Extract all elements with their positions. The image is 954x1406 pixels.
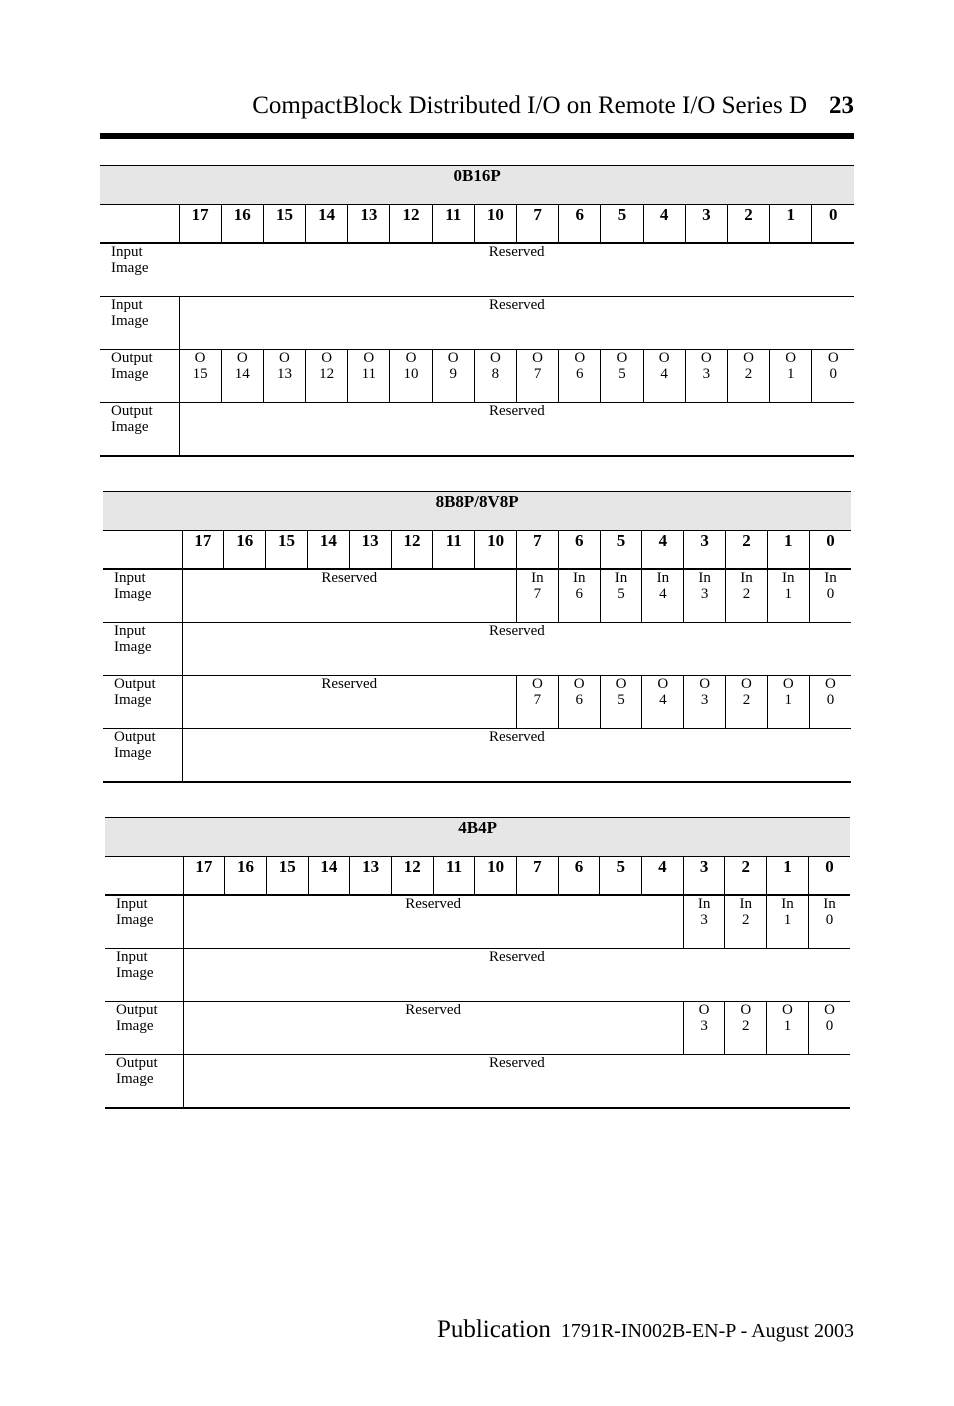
reserved-cell: Reserved — [179, 403, 854, 457]
bit-cell-number: 2 — [744, 366, 753, 382]
bit-cell-type: In — [782, 570, 795, 586]
bit-cell-type: O — [700, 350, 712, 366]
row-label-line: Input — [114, 570, 146, 586]
bit-cell — [684, 569, 726, 623]
bit-cell-number: 14 — [234, 366, 250, 382]
bit-cell — [767, 676, 809, 729]
footer-publication-id: 1791R-IN002B-EN-P - August 2003 — [560, 1320, 854, 1342]
bit-cell-type: O — [447, 350, 459, 366]
row-label — [105, 1055, 183, 1109]
bit-cell — [767, 895, 809, 949]
row-label — [100, 243, 179, 297]
reserved-cell: Reserved — [182, 623, 851, 676]
reserved-cell: Reserved — [182, 569, 517, 623]
bit-cell-number: 7 — [533, 692, 542, 708]
bit-header-cell: 17 — [179, 205, 221, 244]
bit-header-cell: 4 — [642, 531, 684, 570]
bit-cell-number: 2 — [742, 1018, 750, 1034]
row-label — [100, 297, 179, 350]
row-label-line: Output — [116, 1055, 158, 1071]
bit-header-cell: 1 — [767, 531, 809, 570]
bit-header-cell: 10 — [474, 205, 516, 244]
bit-cell-number: 1 — [783, 912, 792, 928]
bit-cell-number: 2 — [742, 912, 750, 928]
table-row — [105, 949, 850, 1002]
bit-cell-type: O — [657, 676, 669, 692]
row-label-line: Input — [111, 244, 143, 260]
row-label — [100, 350, 179, 403]
row-label-line: Input — [114, 623, 146, 639]
row-label-line: Image — [111, 260, 149, 276]
table-row — [103, 676, 851, 729]
bit-cell — [643, 350, 685, 403]
bit-cell-number: 9 — [449, 366, 457, 382]
bit-cell-type: O — [574, 350, 586, 366]
bit-cell — [179, 350, 221, 403]
bit-cell — [808, 895, 850, 949]
bit-header-cell: 3 — [683, 857, 725, 896]
table-row — [105, 895, 850, 949]
bit-cell-type: O — [615, 676, 627, 692]
bit-cell-type: O — [405, 350, 417, 366]
bit-cell-type: O — [532, 350, 544, 366]
row-label — [105, 895, 183, 949]
reserved-cell: Reserved — [182, 729, 851, 783]
bit-cell-type: O — [741, 676, 752, 692]
header-rule — [100, 133, 854, 139]
bit-cell — [432, 350, 474, 403]
bit-cell-type: In — [698, 570, 711, 586]
bit-cell-type: O — [363, 350, 375, 366]
row-label-line: Image — [116, 1018, 154, 1034]
bit-header-cell: 0 — [808, 857, 850, 896]
running-header — [252, 92, 854, 120]
bit-cell-type: In — [740, 570, 753, 586]
bit-cell-type: In — [824, 570, 837, 586]
row-label-line: Output — [114, 676, 156, 692]
bit-cell — [726, 676, 768, 729]
bit-header-cell: 16 — [225, 857, 267, 896]
bit-cell-number: 3 — [700, 586, 709, 602]
bit-cell-number: 2 — [742, 586, 751, 602]
bit-header-cell: 10 — [475, 531, 517, 570]
bit-header-cell: 5 — [600, 857, 642, 896]
bit-header-row — [100, 205, 854, 244]
row-label-line: Image — [116, 1071, 154, 1087]
bit-cell-number: 13 — [276, 366, 292, 382]
bit-header-cell: 16 — [221, 205, 263, 244]
bit-header-cell: 13 — [349, 531, 391, 570]
bit-cell-type: In — [531, 570, 544, 586]
bit-cell-number: 2 — [742, 692, 751, 708]
bit-cell-type: In — [572, 570, 586, 586]
row-label-line: Image — [116, 912, 154, 928]
bit-header-cell: 7 — [517, 531, 559, 570]
bit-header-cell: 13 — [350, 857, 392, 896]
row-label-line: Output — [114, 729, 156, 745]
page-footer — [437, 1316, 854, 1344]
row-label-line: Image — [111, 313, 149, 329]
bit-cell-type: O — [531, 676, 543, 692]
row-label-line: Image — [116, 965, 154, 981]
table-row — [103, 623, 851, 676]
reserved-cell: Reserved — [183, 895, 683, 949]
bit-cell-type: O — [699, 676, 711, 692]
bit-header-cell: 15 — [266, 531, 308, 570]
bit-cell — [809, 676, 851, 729]
bit-cell — [600, 569, 642, 623]
bit-cell-number: 3 — [700, 912, 708, 928]
row-label-line: Output — [111, 403, 153, 419]
table-row — [100, 403, 854, 457]
row-label — [103, 569, 182, 623]
bit-header-cell: 0 — [812, 205, 854, 244]
bit-cell-number: 5 — [618, 366, 626, 382]
table-row — [105, 1002, 850, 1055]
row-label-line: Output — [116, 1002, 158, 1018]
bit-cell-number: 3 — [700, 692, 709, 708]
table-row — [100, 243, 854, 297]
bit-cell-type: O — [782, 676, 794, 692]
bit-header-cell: 1 — [767, 857, 809, 896]
table-row — [103, 569, 851, 623]
bit-header-cell: 12 — [391, 531, 433, 570]
bit-cell-type: O — [573, 676, 585, 692]
table-row — [103, 729, 851, 783]
bit-header-cell: 1 — [770, 205, 812, 244]
footer-publication-label: Publication — [436, 1316, 551, 1343]
bit-header-cell: 17 — [182, 531, 224, 570]
bit-cell-number: 1 — [784, 586, 793, 602]
bit-cell-type: O — [824, 1002, 835, 1018]
bit-cell-number: 11 — [361, 366, 377, 382]
bit-cell-type: In — [739, 896, 753, 912]
bit-cell-number: 7 — [533, 586, 542, 602]
bit-cell-type: O — [236, 350, 248, 366]
bit-cell-number: 4 — [659, 692, 667, 708]
bit-cell-number: 5 — [617, 586, 625, 602]
bit-cell-type: In — [823, 896, 836, 912]
bit-cell-number: 6 — [576, 366, 584, 382]
bit-header-cell: 2 — [727, 205, 769, 244]
bit-cell — [767, 569, 809, 623]
bit-cell-type: O — [489, 350, 501, 366]
bit-cell-number: 15 — [192, 366, 208, 382]
bit-cell-number: 0 — [826, 692, 835, 708]
bit-cell — [767, 1002, 809, 1055]
bit-cell-number: 7 — [533, 366, 542, 382]
bit-cell-number: 0 — [829, 366, 838, 382]
bit-header-cell: 0 — [809, 531, 851, 570]
bit-header-cell: 14 — [308, 857, 350, 896]
table-title: 4B4P — [105, 818, 850, 857]
bit-cell — [600, 676, 642, 729]
bit-cell-type: O — [743, 350, 754, 366]
bit-header-blank — [100, 205, 179, 244]
bit-cell — [474, 350, 516, 403]
bit-cell — [517, 350, 559, 403]
row-label — [103, 729, 182, 783]
bit-cell — [558, 569, 600, 623]
bit-cell-type: In — [781, 896, 794, 912]
table-title-row — [103, 492, 851, 531]
bit-cell-type: O — [827, 350, 839, 366]
bit-cell — [390, 350, 432, 403]
bit-cell — [683, 895, 725, 949]
bit-header-cell: 12 — [391, 857, 433, 896]
row-label-line: Input — [116, 896, 148, 912]
bit-cell-type: O — [616, 350, 628, 366]
bit-cell — [726, 569, 768, 623]
bit-header-cell: 15 — [266, 857, 308, 896]
io-table-4b4p — [105, 817, 850, 1109]
bit-cell — [683, 1002, 725, 1055]
bit-cell-type: O — [194, 350, 206, 366]
row-label — [105, 949, 183, 1002]
bit-header-cell: 11 — [432, 205, 474, 244]
bit-cell — [221, 350, 263, 403]
bit-cell-number: 0 — [826, 586, 835, 602]
bit-cell — [642, 676, 684, 729]
bit-cell-number: 0 — [825, 912, 834, 928]
bit-header-cell: 4 — [642, 857, 684, 896]
page-number: 23 — [829, 92, 854, 119]
bit-cell-type: In — [656, 570, 670, 586]
bit-cell — [770, 350, 812, 403]
bit-cell-type: O — [321, 350, 333, 366]
bit-cell-number: 8 — [491, 366, 500, 382]
table-title-row — [100, 166, 854, 205]
bit-cell-number: 12 — [319, 366, 335, 382]
bit-header-cell: 7 — [517, 857, 559, 896]
bit-header-cell: 16 — [224, 531, 266, 570]
bit-cell-number: 6 — [575, 692, 583, 708]
bit-cell — [517, 676, 559, 729]
bit-cell — [263, 350, 305, 403]
row-label — [105, 1002, 183, 1055]
row-label-line: Image — [114, 745, 152, 761]
bit-cell-number: 6 — [575, 586, 583, 602]
header-title: CompactBlock Distributed I/O on Remote I/O Series D — [252, 92, 807, 119]
reserved-cell: Reserved — [179, 243, 854, 297]
bit-header-cell: 11 — [433, 857, 475, 896]
bit-cell — [725, 895, 767, 949]
bit-cell-number: 0 — [825, 1018, 834, 1034]
bit-cell — [558, 676, 600, 729]
bit-cell — [517, 569, 559, 623]
row-label-line: Input — [116, 949, 148, 965]
bit-cell-type: O — [698, 1002, 710, 1018]
row-label-line: Input — [111, 297, 143, 313]
bit-cell-type: O — [782, 1002, 793, 1018]
bit-cell-type: O — [740, 1002, 752, 1018]
io-table-8b8p-8v8p — [103, 491, 851, 783]
io-table-0b16p — [100, 165, 854, 457]
table-row — [100, 350, 854, 403]
reserved-cell: Reserved — [183, 1002, 683, 1055]
bit-cell-type: O — [658, 350, 670, 366]
bit-header-cell: 2 — [725, 857, 767, 896]
table-row — [100, 297, 854, 350]
reserved-cell: Reserved — [183, 1055, 850, 1109]
bit-header-cell: 6 — [559, 205, 601, 244]
bit-cell-type: O — [825, 676, 836, 692]
bit-cell-number: 1 — [784, 692, 793, 708]
row-label-line: Output — [111, 350, 153, 366]
bit-header-cell: 7 — [517, 205, 559, 244]
bit-cell-number: 1 — [783, 1018, 792, 1034]
bit-header-cell: 6 — [558, 857, 600, 896]
row-label-line: Image — [111, 366, 149, 382]
bit-header-cell: 15 — [263, 205, 305, 244]
bit-header-cell: 6 — [558, 531, 600, 570]
bit-cell — [559, 350, 601, 403]
bit-header-cell: 10 — [475, 857, 517, 896]
bit-cell — [348, 350, 390, 403]
bit-cell-type: O — [785, 350, 797, 366]
row-label-line: Image — [114, 639, 152, 655]
table-title: 0B16P — [100, 166, 854, 205]
bit-header-row — [105, 857, 850, 896]
bit-cell-number: 4 — [660, 366, 668, 382]
bit-cell-number: 4 — [659, 586, 667, 602]
bit-header-cell: 12 — [390, 205, 432, 244]
bit-cell — [601, 350, 643, 403]
bit-header-cell: 13 — [348, 205, 390, 244]
bit-cell — [684, 676, 726, 729]
bit-header-row — [103, 531, 851, 570]
bit-cell-number: 10 — [403, 366, 419, 382]
bit-cell — [808, 1002, 850, 1055]
bit-cell — [306, 350, 348, 403]
bit-cell-type: O — [279, 350, 290, 366]
row-label-line: Image — [114, 692, 152, 708]
bit-header-cell: 5 — [600, 531, 642, 570]
row-label-line: Image — [114, 586, 152, 602]
bit-cell — [812, 350, 854, 403]
bit-header-cell: 14 — [306, 205, 348, 244]
bit-cell — [809, 569, 851, 623]
bit-cell-type: In — [614, 570, 628, 586]
bit-cell-number: 3 — [700, 1018, 708, 1034]
table-title: 8B8P/8V8P — [103, 492, 851, 531]
bit-header-cell: 3 — [685, 205, 727, 244]
bit-cell — [685, 350, 727, 403]
bit-cell — [727, 350, 769, 403]
row-label — [103, 623, 182, 676]
reserved-cell: Reserved — [179, 297, 854, 350]
row-label — [100, 403, 179, 457]
reserved-cell: Reserved — [183, 949, 850, 1002]
bit-cell-number: 5 — [617, 692, 625, 708]
table-row — [105, 1055, 850, 1109]
bit-header-cell: 11 — [433, 531, 475, 570]
bit-cell — [725, 1002, 767, 1055]
bit-header-cell: 3 — [684, 531, 726, 570]
bit-header-blank — [103, 531, 182, 570]
bit-header-cell: 14 — [307, 531, 349, 570]
row-label — [103, 676, 182, 729]
bit-header-cell: 4 — [643, 205, 685, 244]
bit-cell — [642, 569, 684, 623]
row-label-line: Image — [111, 419, 149, 435]
bit-header-blank — [105, 857, 183, 896]
bit-header-cell: 2 — [726, 531, 768, 570]
bit-cell-number: 3 — [702, 366, 711, 382]
bit-cell-number: 1 — [786, 366, 795, 382]
bit-header-cell: 5 — [601, 205, 643, 244]
table-title-row — [105, 818, 850, 857]
reserved-cell: Reserved — [182, 676, 517, 729]
bit-cell-type: In — [697, 896, 711, 912]
bit-header-cell: 17 — [183, 857, 225, 896]
